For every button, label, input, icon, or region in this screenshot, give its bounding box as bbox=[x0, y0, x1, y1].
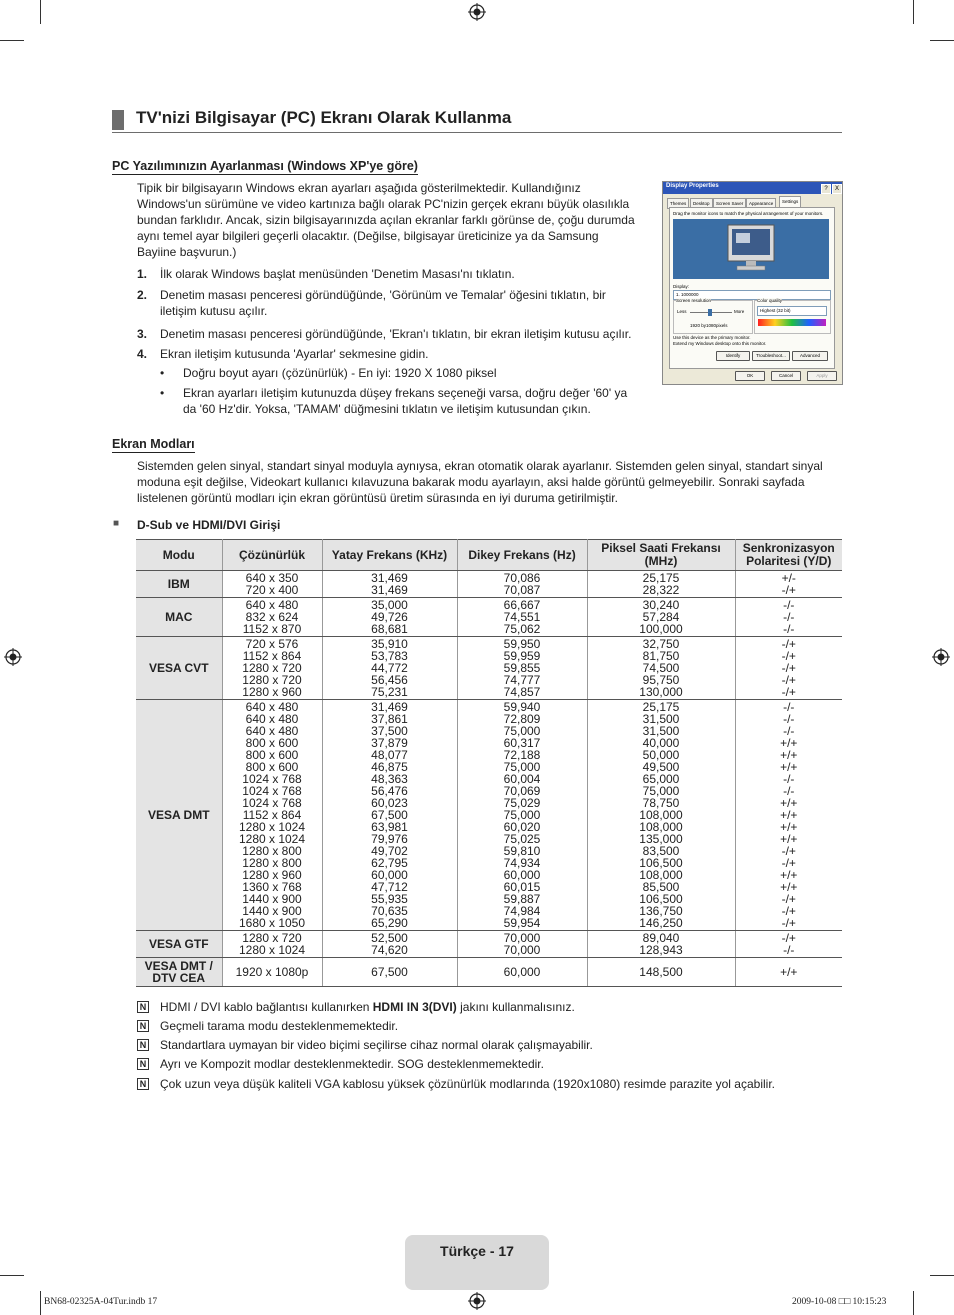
display-properties-dialog-image bbox=[662, 181, 843, 385]
bullet-item bbox=[160, 365, 640, 381]
bullet-text: Doğru boyut ayarı (çözünürlük) - En iyi: 1920 X 1080 piksel bbox=[183, 366, 497, 380]
mode-cell: MAC bbox=[136, 598, 222, 637]
note-icon: N bbox=[137, 1020, 149, 1032]
sync-polarity-cell: +/+ bbox=[735, 958, 842, 987]
mode-cell: IBM bbox=[136, 571, 222, 598]
close-icon: X bbox=[832, 184, 842, 194]
intro-line: Windows'un sürümüne ve video kartınıza bağlı olarak PC'nizin gerçek ekranı büyük olasılıkla bbox=[137, 197, 630, 211]
intro-line: Tipik bir bilgisayarın Windows ekran ayarları aşağıda gösterilmektedir. Kullandığınız bbox=[137, 181, 581, 195]
monitor-preview-area bbox=[673, 219, 829, 279]
table-row bbox=[136, 700, 842, 931]
pixel-clock-cell: 32,750 81,750 74,500 95,750 130,000 bbox=[587, 637, 735, 700]
section-heading-pc-setup: PC Yazılımınızın Ayarlanması (Windows XP'ye göre) bbox=[112, 159, 418, 173]
step-item bbox=[137, 287, 647, 319]
horizontal-frequency-cell: 35,910 53,783 44,772 56,456 75,231 bbox=[322, 637, 457, 700]
bullet-icon: • bbox=[160, 386, 165, 400]
registration-mark-icon bbox=[4, 648, 22, 666]
resolution-slider-thumb bbox=[708, 309, 712, 316]
print-date-info: 2009-10-08 □□ 10:15:23 bbox=[792, 1297, 887, 1307]
mode-cell: VESA DMT bbox=[136, 700, 222, 931]
vertical-frequency-cell: 59,940 72,809 75,000 60,317 72,188 75,000 60,004 70,069 75,029 75,000 60,020 75,025 59,810 74,934 60,000 60,015 59,887 74,984 59,954 bbox=[457, 700, 587, 931]
subhead-square-icon: ■ bbox=[113, 518, 120, 529]
step-text: İlk olarak Windows başlat menüsünden 'Denetim Masası'nı tıklatın. bbox=[160, 267, 515, 281]
column-header: Dikey Frekans (Hz) bbox=[457, 540, 587, 571]
pixel-clock-cell: 30,240 57,284 100,000 bbox=[587, 598, 735, 637]
intro-line: moduna eşit değilse, Videokart kullanıcı kılavuzuna bakarak modu ayarlayın, aksi halde görüntü gelmeyebilir. Sonraki sayfada bbox=[137, 475, 805, 489]
vertical-frequency-cell: 70,086 70,087 bbox=[457, 571, 587, 598]
ok-button: OK bbox=[735, 371, 765, 381]
column-header: Senkronizasyon Polaritesi (Y/D) bbox=[735, 540, 842, 571]
sync-polarity-cell: -/- -/- -/- +/+ +/+ +/+ -/- -/- +/+ +/+ +/+ +/+ -/+ -/+ +/+ +/+ -/+ -/+ -/+ bbox=[735, 700, 842, 931]
note-text: Standartlara uymayan bir video biçimi seçilirse cihaz normal olarak çalışmayabilir. bbox=[160, 1038, 593, 1052]
resolution-cell: 720 x 576 1152 x 864 1280 x 720 1280 x 720 1280 x 960 bbox=[222, 637, 322, 700]
display-modes-intro bbox=[137, 458, 842, 506]
primary-monitor-checkbox: Use this device as the primary monitor. bbox=[673, 335, 751, 340]
advanced-button: Advanced bbox=[792, 351, 828, 361]
registration-mark-icon bbox=[468, 3, 486, 21]
dialog-instruction: Drag the monitor icons to match the physical arrangement of your monitors. bbox=[673, 211, 824, 216]
intro-line: listelenen görüntü modları için ekran görüntüsü üretim sürasında en iyi duruma getirilmiştir. bbox=[137, 491, 618, 505]
apply-button: Apply bbox=[807, 371, 837, 381]
extend-desktop-checkbox: Extend my Windows desktop onto this monitor. bbox=[673, 341, 767, 346]
intro-line: Bayiine başvurun.) bbox=[137, 245, 237, 259]
print-file-info: BN68-02325A-04Tur.indb 17 bbox=[44, 1297, 158, 1307]
bullet-icon: • bbox=[160, 366, 165, 380]
resolution-group bbox=[673, 300, 753, 334]
horizontal-frequency-cell: 35,000 49,726 68,681 bbox=[322, 598, 457, 637]
step-number: 4. bbox=[137, 347, 148, 361]
vertical-frequency-cell: 60,000 bbox=[457, 958, 587, 987]
intro-line: aynı temel ayar bilgileri geçerli olacaktır. (Değilse, bilgisayar üreticinize ya da Samsung bbox=[137, 229, 599, 243]
note-text-part: jakını kullanmalısınız. bbox=[456, 1000, 575, 1014]
pixel-clock-cell: 89,040 128,943 bbox=[587, 931, 735, 958]
note-text-part: HDMI / DVI kablo bağlantısı kullanırken bbox=[160, 1000, 373, 1014]
step-item bbox=[137, 346, 647, 362]
pixel-clock-cell: 25,175 31,500 31,500 40,000 50,000 49,500 65,000 75,000 78,750 108,000 108,000 135,000 83,500 106,500 108,000 85,500 106,500 136,750 146,250 bbox=[587, 700, 735, 931]
table-row bbox=[136, 571, 842, 598]
dialog-tab: Appearance bbox=[746, 198, 776, 209]
note-icon: N bbox=[137, 1001, 149, 1013]
table-row bbox=[136, 931, 842, 958]
page-number-box bbox=[405, 1235, 549, 1290]
resolution-value: 1920 by1080pixels bbox=[690, 323, 728, 328]
display-modes-table bbox=[136, 539, 842, 987]
column-header: Çözünürlük bbox=[222, 540, 322, 571]
dialog-settings-panel bbox=[669, 207, 835, 369]
monitor-icon bbox=[673, 219, 829, 279]
slider-less-label: Less bbox=[677, 309, 687, 314]
dialog-tab-active: Settings bbox=[779, 196, 801, 208]
table-row bbox=[136, 637, 842, 700]
note-icon: N bbox=[137, 1058, 149, 1070]
note-icon: N bbox=[137, 1039, 149, 1051]
vertical-frequency-cell: 66,667 74,551 75,062 bbox=[457, 598, 587, 637]
registration-mark-icon bbox=[932, 648, 950, 666]
step-number: 2. bbox=[137, 288, 148, 302]
horizontal-frequency-cell: 31,469 31,469 bbox=[322, 571, 457, 598]
intro-line: Sistemden gelen sinyal, standart sinyal moduyla aynıysa, ekran otomatik olarak ayarlanır. Sistemden gelen sinyal, standart sinyal bbox=[137, 459, 823, 473]
column-header: Piksel Saati Frekansı (MHz) bbox=[587, 540, 735, 571]
bullet-item bbox=[160, 385, 640, 417]
table-header-row bbox=[136, 540, 842, 571]
note-text: Ayrı ve Kompozit modlar desteklenmektedir. SOG desteklenmemektedir. bbox=[160, 1057, 544, 1071]
step-item bbox=[137, 266, 647, 282]
troubleshoot-button: Troubleshoot... bbox=[752, 351, 790, 361]
note-text: Çok uzun veya düşük kaliteli VGA kablosu yüksek çözünürlük modlarında (1920x1080) resimde parazite yol açabilir. bbox=[160, 1077, 775, 1091]
display-select: 1. 1000000 bbox=[673, 290, 831, 300]
crop-mark bbox=[40, 1291, 41, 1315]
dialog-tab: Desktop bbox=[690, 198, 713, 209]
step-text: Ekran iletişim kutusunda 'Ayarlar' sekmesine gidin. bbox=[160, 347, 429, 361]
note-text bbox=[160, 999, 575, 1015]
bullet-text: Ekran ayarları iletişim kutunuzda düşey frekans seçeneği varsa, doğru değer '60' ya da '60 Hz'dir. Yoksa, 'TAMAM' düğmesini tıklatın ve iletişim kutusundan çıkın. bbox=[183, 386, 628, 416]
dialog-tab: Screen Saver bbox=[713, 198, 746, 209]
resolution-label: Screen resolution bbox=[676, 298, 712, 303]
color-spectrum-bar bbox=[758, 319, 826, 326]
display-label: Display: bbox=[673, 284, 690, 289]
title-bar-marker bbox=[112, 110, 124, 130]
resolution-cell: 1920 x 1080p bbox=[222, 958, 322, 987]
subhead-dsub-hdmi: D-Sub ve HDMI/DVI Girişi bbox=[137, 518, 281, 532]
mode-cell: VESA DMT / DTV CEA bbox=[136, 958, 222, 987]
crop-mark bbox=[930, 40, 954, 41]
dialog-title-bar bbox=[663, 182, 842, 194]
mode-cell: VESA CVT bbox=[136, 637, 222, 700]
crop-mark bbox=[913, 0, 914, 24]
table-row bbox=[136, 958, 842, 987]
identify-button: Identify bbox=[716, 351, 750, 361]
pc-setup-intro bbox=[137, 180, 652, 260]
intro-line: bundan farklıdır. Ancak, sizin bilgisayarınızda açılan ekranlar farklı görünse de, çoğu durumda bbox=[137, 213, 635, 227]
step-number: 1. bbox=[137, 267, 148, 281]
horizontal-frequency-cell: 31,469 37,861 37,500 37,879 48,077 46,875 48,363 56,476 60,023 67,500 63,981 79,976 49,702 62,795 60,000 47,712 55,935 70,635 65,290 bbox=[322, 700, 457, 931]
step-text: Denetim masası penceresi göründüğünde, 'Ekran'ı tıklatın, bir ekran iletişim kutusu açılır. bbox=[160, 327, 632, 341]
slider-more-label: More bbox=[734, 309, 745, 314]
section-heading-display-modes: Ekran Modları bbox=[112, 437, 195, 451]
crop-mark bbox=[913, 1291, 914, 1315]
crop-mark bbox=[0, 1275, 24, 1276]
table-row bbox=[136, 598, 842, 637]
color-quality-group bbox=[754, 300, 831, 334]
page-number: Türkçe - 17 bbox=[440, 1243, 514, 1259]
dialog-title: Display Properties bbox=[666, 183, 719, 189]
color-quality-label: Color quality bbox=[757, 298, 783, 303]
column-header: Modu bbox=[136, 540, 222, 571]
horizontal-frequency-cell: 67,500 bbox=[322, 958, 457, 987]
vertical-frequency-cell: 70,000 70,000 bbox=[457, 931, 587, 958]
note-text: Geçmeli tarama modu desteklenmemektedir. bbox=[160, 1019, 399, 1033]
sync-polarity-cell: +/- -/+ bbox=[735, 571, 842, 598]
help-icon: ? bbox=[821, 184, 831, 194]
horizontal-frequency-cell: 52,500 74,620 bbox=[322, 931, 457, 958]
step-number: 3. bbox=[137, 327, 148, 341]
page-title-block bbox=[112, 106, 842, 133]
sync-polarity-cell: -/+ -/+ -/+ -/+ -/+ bbox=[735, 637, 842, 700]
dialog-tab: Themes bbox=[667, 198, 689, 209]
vertical-frequency-cell: 59,950 59,959 59,855 74,777 74,857 bbox=[457, 637, 587, 700]
column-header: Yatay Frekans (KHz) bbox=[322, 540, 457, 571]
mode-cell: VESA GTF bbox=[136, 931, 222, 958]
color-quality-select: Highest (32 bit) bbox=[757, 306, 827, 316]
pixel-clock-cell: 25,175 28,322 bbox=[587, 571, 735, 598]
note-text-bold: HDMI IN 3(DVI) bbox=[372, 1000, 457, 1014]
step-item bbox=[137, 326, 647, 342]
crop-mark bbox=[0, 40, 24, 41]
note-icon: N bbox=[137, 1078, 149, 1090]
crop-mark bbox=[40, 0, 41, 24]
registration-mark-icon bbox=[468, 1292, 486, 1310]
step-text: Denetim masası penceresi göründüğünde, 'Görünüm ve Temalar' öğesini tıklatın, bir iletişim kutusu açılır. bbox=[160, 288, 606, 318]
resolution-cell: 640 x 480 832 x 624 1152 x 870 bbox=[222, 598, 322, 637]
sync-polarity-cell: -/- -/- -/- bbox=[735, 598, 842, 637]
resolution-cell: 640 x 480 640 x 480 640 x 480 800 x 600 800 x 600 800 x 600 1024 x 768 1024 x 768 1024 x 768 1152 x 864 1280 x 1024 1280 x 1024 1280 x 800 1280 x 800 1280 x 960 1360 x 768 1440 x 900 1440 x 900 1680 x 1050 bbox=[222, 700, 322, 931]
resolution-cell: 640 x 350 720 x 400 bbox=[222, 571, 322, 598]
crop-mark bbox=[930, 1275, 954, 1276]
resolution-cell: 1280 x 720 1280 x 1024 bbox=[222, 931, 322, 958]
sync-polarity-cell: -/+ -/- bbox=[735, 931, 842, 958]
page-title: TV'nizi Bilgisayar (PC) Ekranı Olarak Kullanma bbox=[136, 108, 512, 127]
pixel-clock-cell: 148,500 bbox=[587, 958, 735, 987]
cancel-button: Cancel bbox=[771, 371, 801, 381]
